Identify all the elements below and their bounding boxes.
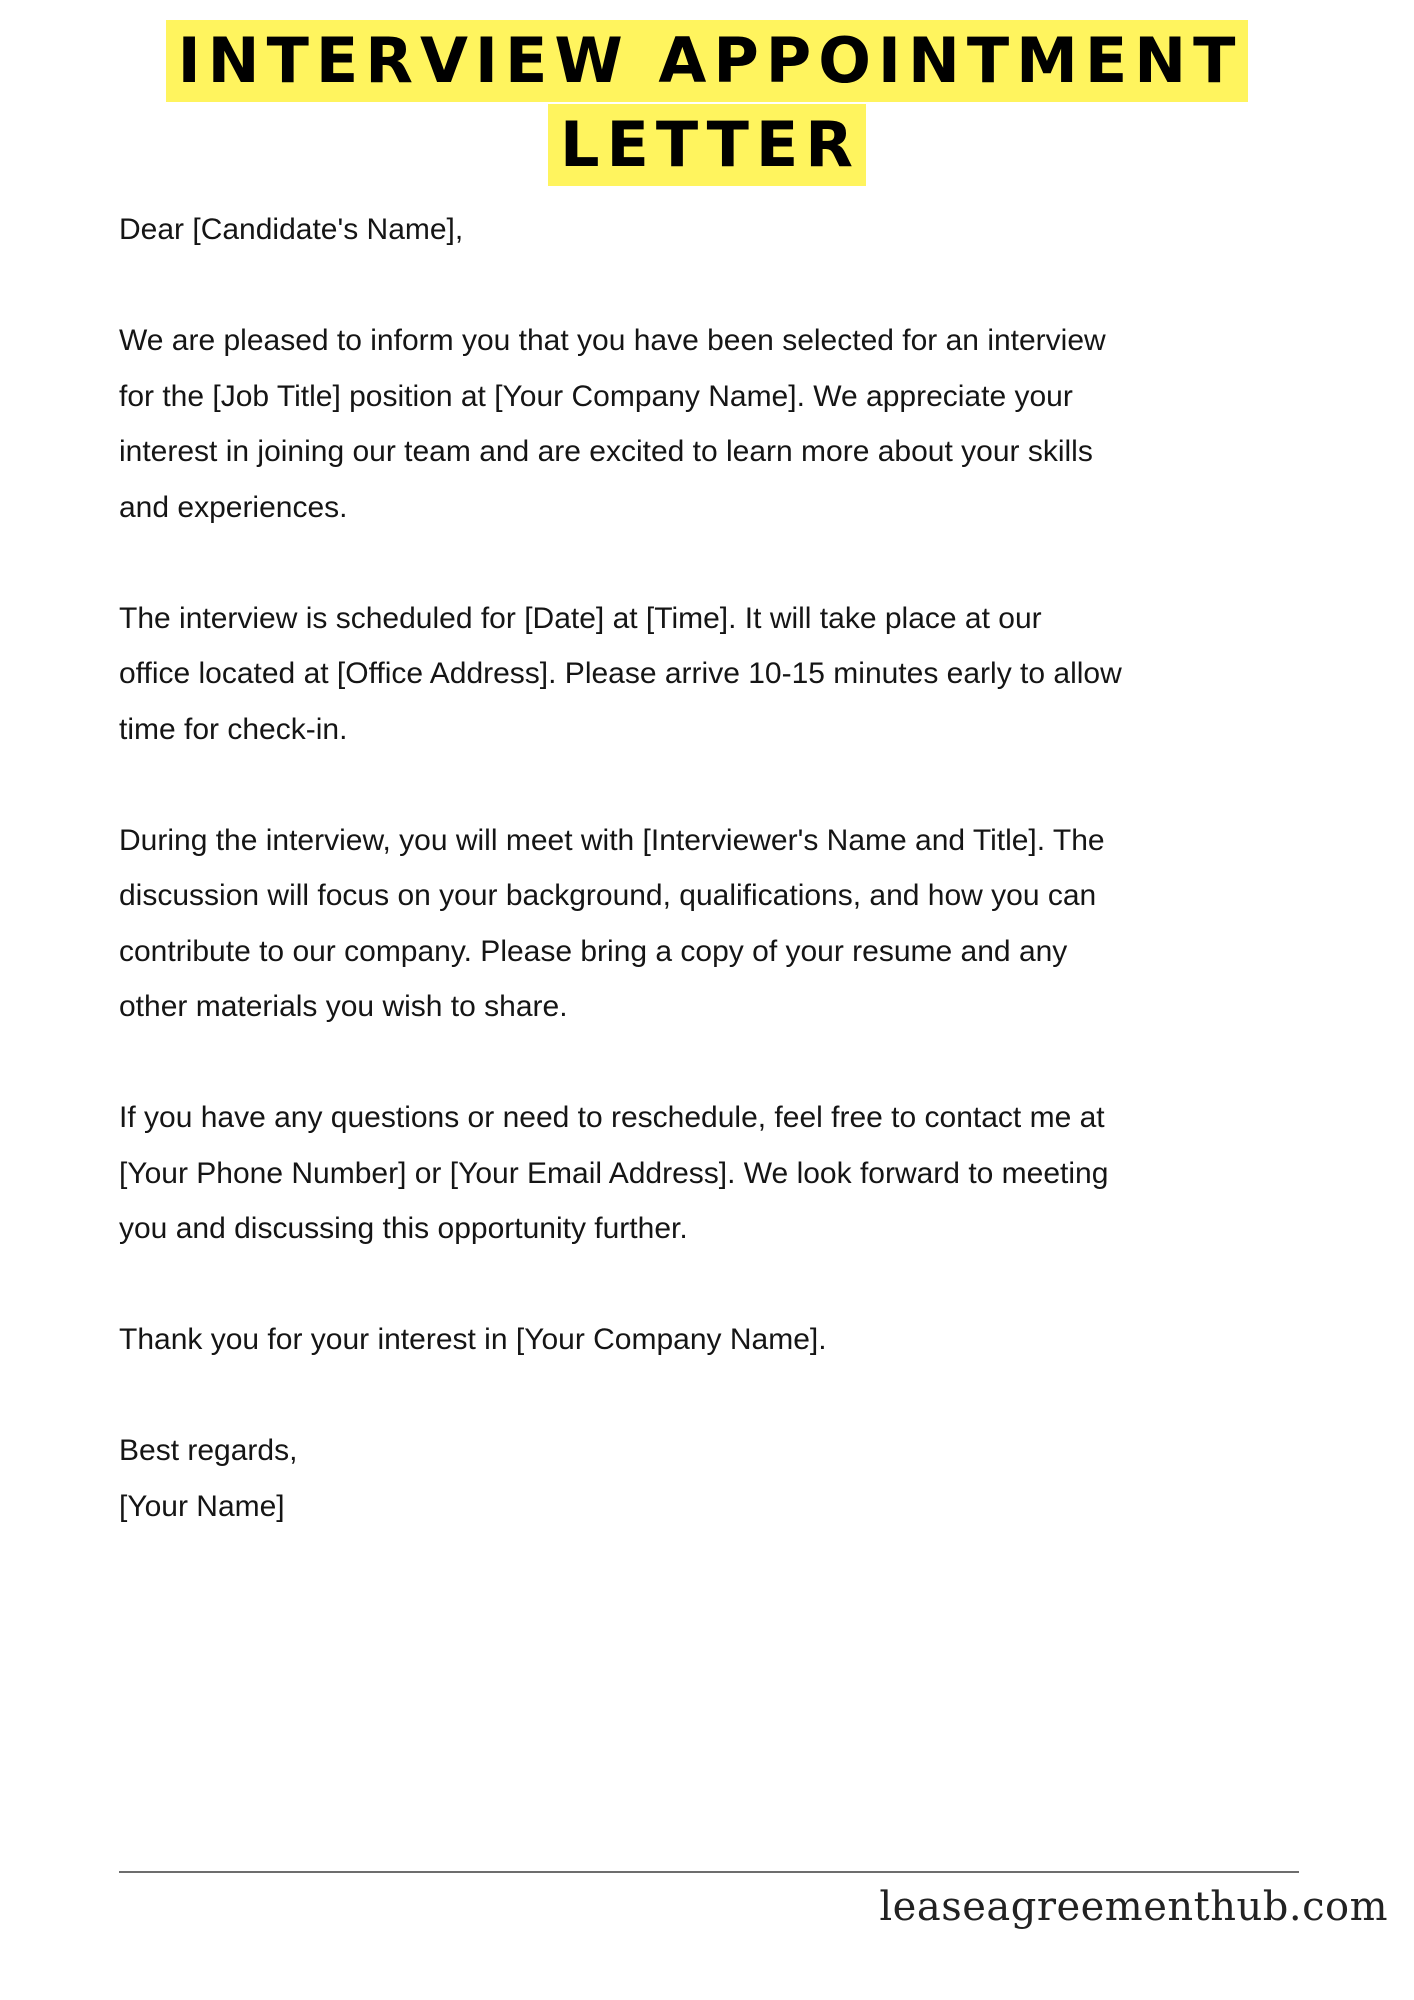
footer-divider	[119, 1871, 1299, 1873]
paragraph-contact: If you have any questions or need to reschedule, feel free to contact me at [Your Phone Number] or [Your Email Address]. We look forward to meeting you and discussing this opportunity further.	[119, 1101, 1109, 1245]
title-line-2: LETTER	[548, 104, 866, 186]
paragraph-interview-details: During the interview, you will meet with [Interviewer's Name and Title]. The discussion will focus on your background, qualifications, and how you can contribute to our company. Please bring a copy of your resume and any other materials you wish to share.	[119, 823, 1105, 1023]
document-title	[0, 20, 1414, 186]
salutation: Dear [Candidate's Name],	[119, 213, 464, 246]
letter-body	[119, 202, 1319, 1534]
paragraph-invitation: We are pleased to inform you that you have been selected for an interview for the [Job Title] position at [Your Company Name]. We appreciate your interest in joining our team and are excited to learn more about your skills and experiences.	[119, 324, 1106, 524]
paragraph-thanks: Thank you for your interest in [Your Company Name].	[119, 1323, 827, 1356]
title-line-1: INTERVIEW APPOINTMENT	[166, 20, 1249, 102]
paragraph-schedule: The interview is scheduled for [Date] at [Time]. It will take place at our office located at [Office Address]. Please arrive 10-15 minutes early to allow time for check-in.	[119, 601, 1122, 746]
footer-brand: leaseagreementhub.com	[879, 1884, 1388, 1930]
closing: Best regards,	[119, 1434, 298, 1467]
signature: [Your Name]	[119, 1489, 285, 1523]
